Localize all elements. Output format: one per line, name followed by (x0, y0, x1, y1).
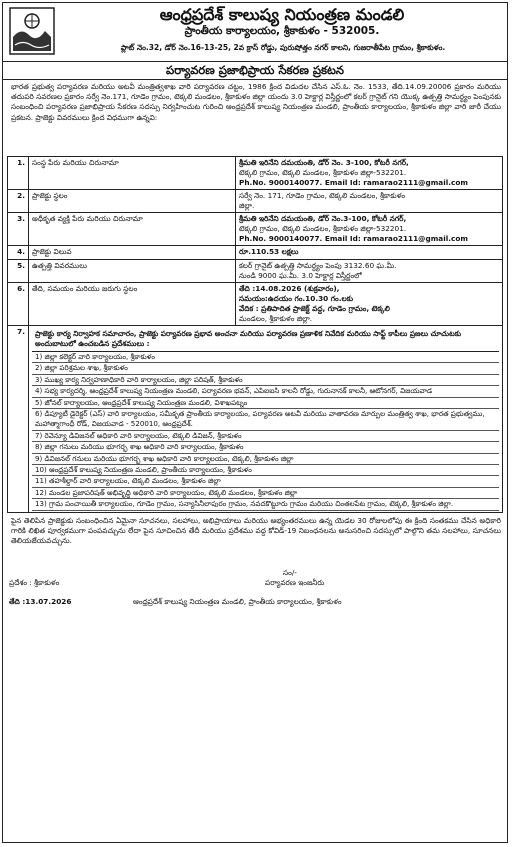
row-value-line: రూ.110.53 లక్షలు (239, 247, 299, 256)
project-details-table (7, 156, 503, 513)
row-value-line: శ్రీమతి ఇరినేని దమయంతి, డోర్ నెం.3-100, కోటరీ నగర్, (239, 214, 407, 223)
row-number: 1. (8, 157, 29, 190)
list-item: 5) జోనల్ కార్యాలయం, ఆంధ్రప్రదేశ్ కాలుష్య నియంత్రణ మండలి, విశాఖపట్నం (32, 398, 499, 409)
list-item: 10) ఆంధ్రప్రదేశ్ కాలుష్య నియంత్రణ మండలి, ప్రాంతీయ కార్యాలయం, శ్రీకాకుళం (32, 465, 499, 476)
row-value-line: కలర్ గ్రానైట్ ఉత్పత్తి సామర్థ్యం పెంపు 3132.60 ఘ.మీ. (239, 261, 397, 270)
row-value-line: Ph.No. 9000140077. Email Id: ramarao2111@gmail.com (239, 178, 468, 187)
list-item: 6) డిప్యూటీ డైరెక్టర్ (ఎస్) వారి కార్యాలయం, సమీకృత ప్రాంతీయ కార్యాలయం, పర్యావరణ అటవీ మరియు వాతావరణ మార్పుల మంత్రిత్వ శాఖ, భారత ప్రభుత్వము, మహాత్మాగాంధీ రోడ్, విజయవాడ - 520010, ఆంధ్రప్రదేశ్. (32, 409, 499, 431)
table-row (8, 246, 503, 260)
org-name: ఆంధ్రప్రదేశ్ కాలుష్య నియంత్రణ మండలి (159, 5, 405, 24)
row-value (236, 246, 503, 260)
row-value-line: సర్వే నెం. 171, గూడెం గ్రామం, టెక్కలి మండలం, శ్రీకాకుళం (239, 191, 406, 200)
row-value-line: మండలం, శ్రీకాకుళం జిల్లా. (239, 314, 313, 323)
row-label: తేది, సమయం మరియు జరుగు స్థలం (29, 283, 236, 326)
table-row (8, 190, 503, 213)
list-item: 1) జిల్లా కలెక్టర్ వారి కార్యాలయం, శ్రీకాకుళం (32, 352, 499, 363)
notice-page (2, 2, 508, 843)
signed-mark: సం/- (283, 567, 297, 577)
board-logo-icon (9, 7, 55, 55)
row-number: 7. (8, 326, 29, 513)
locations-list (32, 352, 499, 511)
list-item: 7) రెవెన్యూ డివిజనల్ అధికారి వారి కార్యాలయం, టెక్కలి డివిజన్, శ్రీకాకుళం (32, 431, 499, 442)
row-value-line: టెక్కలి గ్రామం, టెక్కలి మండలం, శ్రీకాకుళం జిల్లా-532201. (239, 224, 407, 233)
row-value-line: నుండి 9000 ఘ.మీ. 3.0 హెక్టార్ల విస్తీర్ణంలో (239, 271, 362, 280)
notice-date: తేది :13.07.2026 (9, 596, 72, 606)
locations-cell (29, 326, 503, 513)
row-value (236, 157, 503, 190)
office-line: ప్రాంతీయ కార్యాలయం, శ్రీకాకుళం - 532005. (184, 25, 380, 37)
office-address: ప్లాట్ నెం.32, డోర్ నెం.16-13-25, 2వ క్రాస్ రోడ్డు, పురుషోత్తం నగర్ కాలని, గుజరాతీపేట గ్రామం, శ్రీకాకుళం. (120, 43, 446, 52)
table-row (8, 283, 503, 326)
list-item: 12) మండల ప్రజాపరిషత్ అభివృద్ధి అధికారి వారి కార్యాలయం, టెక్కలి మండలం, శ్రీకాకుళం జిల్లా (32, 488, 499, 499)
locations-heading: ప్రాజెక్టు కార్య నిర్వాహక సమాచారం, ప్రాజెక్టు పర్యావరణ ప్రభావ అంచనా మరియు పర్యావరణ ప్రణాళిక నివేదిక మరియు సాఫ్ట్ కాపీలు ప్రజలు చూచుటకు అందుబాటులో ఉంచబడిన ప్రదేశములు : (32, 327, 499, 352)
row-number: 3. (8, 213, 29, 246)
list-item: 8) జిల్లా గనులు మరియు భూగర్భ శాఖ అధికారి వారి కార్యాలయం, శ్రీకాకుళం (32, 442, 499, 453)
intro-paragraph: భారత ప్రభుత్వ పర్యావరణ మరియు అటవీ మంత్రిత్వశాఖ వారి పర్యావరణ చట్టం, 1986 క్రింద విడుదల చేసిన ఎస్.ఓ. నెం. 1533, తేది.14.09.20006 ప్రకారం మరియు తదుపరి సవరణల ప్రకారం సర్వే నెం.171, గూడెం గ్రామం, టెక్కలి మండలం, శ్రీకాకుళం జిల్లా యందు 3.0 హెక్టార్ల విస్తీర్ణంలో కలర్ గ్రానైట్ గని యొక్క ఉత్పత్తి సామర్థ్యం పెంపునకు సంబంధించి పర్యావరణ ప్రజాభిప్రాయ సేకరణ సదస్సు నిర్వహించుట గురించి ఆంధ్రప్రదేశ్ కాలుష్య నియంత్రణ మండలి, ప్రాంతీయ కార్యాలయం, శ్రీకాకుళం జిల్లా వారి జారీ చేయు ప్రకటన. ప్రాజెక్టు వివరములు క్రింద విధముగా ఉన్నవి: (11, 82, 501, 122)
row-number: 4. (8, 246, 29, 260)
row-value (236, 190, 503, 213)
row-value (236, 213, 503, 246)
row-number: 5. (8, 260, 29, 283)
list-item: 9) డివిజనల్ గనులు మరియు భూగర్భ శాఖ అధికారి వారి కార్యాలయం, టెక్కలి, శ్రీకాకుళం జిల్లా (32, 454, 499, 465)
table-row (8, 213, 503, 246)
row-value-line: టెక్కలి గ్రామం, టెక్కలి మండలం, శ్రీకాకుళం జిల్లా-532201. (239, 168, 407, 177)
row-label: సంస్థ పేరు మరియు చిరునామా (29, 157, 236, 190)
table-row-locations (8, 326, 503, 513)
list-item: 2) జిల్లా పరిశ్రమల శాఖ, శ్రీకాకుళం (32, 363, 499, 374)
list-item: 3) ముఖ్య కార్య నిర్వహణాధికారి వారి కార్యాలయం, జిల్లా పరిషత్, శ్రీకాకుళం (32, 375, 499, 386)
row-label: ప్రాజెక్టు స్థలం (29, 190, 236, 213)
notice-title: పర్యావరణ ప్రజాభిప్రాయ సేకరణ ప్రకటన (3, 62, 507, 80)
row-value (236, 260, 503, 283)
row-value-line: జిల్లా. (239, 201, 255, 210)
signature-block (3, 568, 507, 610)
table-row (8, 157, 503, 190)
list-item: 13) గ్రామ పంచాయితీ కార్యాలయం, గూడెం గ్రామం, సన్యాసినీలాపురం గ్రామం, నవదకొట్టూరు గ్రామం మరియు చింతలపేట గ్రామం, టెక్కలి, శ్రీకాకుళం జిల్లా. (32, 499, 499, 510)
table-row (8, 260, 503, 283)
issuing-office: ఆంధ్రప్రదేశ్ కాలుష్య నియంత్రణ మండలి, ప్రాంతీయ కార్యాలయం, శ్రీకాకుళం (133, 596, 342, 606)
header (3, 3, 507, 62)
row-value-line: శ్రీమతి ఇరినేని దమయంతి, డోర్ నెం. 3-100, కోటరీ నగర్, (239, 158, 409, 167)
place-text: ప్రదేశం : శ్రీకాకుళం (9, 577, 60, 587)
row-value-line: సమయం:ఉదయం గం.10.30 గం.లకు (239, 294, 354, 303)
designation: పర్యావరణ ఇంజనీరు (265, 577, 325, 587)
row-number: 6. (8, 283, 29, 326)
row-value-line: తేది :14.08.2026 (శుక్రవారం), (239, 284, 340, 293)
row-number: 2. (8, 190, 29, 213)
row-value (236, 283, 503, 326)
list-item: 11) తహశీల్దార్ వారి కార్యాలయం, టెక్కలి మండలం, శ్రీకాకుళం జిల్లా (32, 476, 499, 487)
row-label: ప్రాజెక్టు విలువ (29, 246, 236, 260)
row-label: అధీకృత వ్యక్తి పేరు మరియు చిరునామా (29, 213, 236, 246)
row-label: ఉత్పత్తి వివరములు (29, 260, 236, 283)
row-value-line: Ph.No. 9000140077. Email Id: ramarao2111@gmail.com (239, 234, 468, 243)
row-value-line: వేదిక : ప్రతిపాదిత ప్రాజెక్ట్ వద్ద, గూడెం గ్రామం, టెక్కలి (239, 304, 390, 313)
list-item: 4) సభ్య కార్యదర్శి, ఆంధ్రప్రదేశ్ కాలుష్య నియంత్రణ మండలి, పర్యావరణ భవన్, ఎపిఐఐసి కాలనీ రోడ్డు, గురునానక్ కాలనీ, ఆటోనగర్, విజయవాడ (32, 386, 499, 397)
closing-paragraph: పైన తెలిపిన ప్రాజెక్టుకు సంబంధించిన ఏమైనా సూచనలు, సలహాలు, అభిప్రాయాలు మరియు అభ్యంతరములు ఉన్న యెడల 30 రోజులలోపు ఈ క్రింది సంతకము చేసిన అధికారి గారికి లిఖిత పూర్వకముగా పంపవచ్చును లేదా పైన సూచించిన తేదీ మరియు ప్రదేశము వద్ద కోవిడ్-19 నిబంధనలను అనుసరించి సదస్సులో పాల్గొని తమ సలహాలు, సూచనలు తెలియజేయవచ్చును. (11, 515, 501, 546)
